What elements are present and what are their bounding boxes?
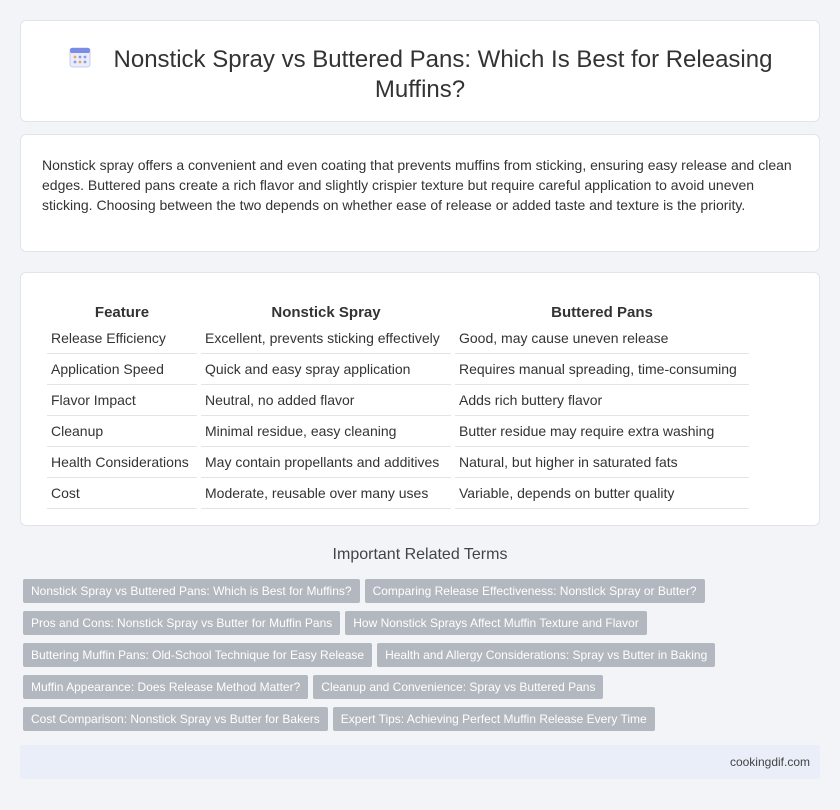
table-cell: Butter residue may require extra washing [455, 416, 749, 447]
table-row [47, 354, 749, 385]
tag-row [23, 707, 803, 739]
related-tag-link[interactable]: Cleanup and Convenience: Spray vs Buttered Pans [313, 675, 603, 699]
related-tag-link[interactable]: Health and Allergy Considerations: Spray vs Butter in Baking [377, 643, 715, 667]
table-row [47, 385, 749, 416]
header-feature: Feature [94, 304, 150, 321]
related-tag-link[interactable]: Muffin Appearance: Does Release Method Matter? [23, 675, 308, 699]
table-cell: Application Speed [47, 354, 197, 385]
comparison-table-card [20, 272, 820, 526]
table-cell: Moderate, reusable over many uses [201, 478, 451, 509]
footer-bar [20, 745, 820, 779]
table-cell: Adds rich buttery flavor [455, 385, 749, 416]
table-cell: Flavor Impact [47, 385, 197, 416]
table-row [47, 323, 749, 354]
title-card [20, 20, 820, 122]
intro-card [20, 134, 820, 252]
table-cell: Requires manual spreading, time-consuming [455, 354, 749, 385]
table-cell: Good, may cause uneven release [455, 323, 749, 354]
tag-row [23, 579, 803, 611]
related-tag-link[interactable]: How Nonstick Sprays Affect Muffin Texture and Flavor [345, 611, 646, 635]
table-cell: Cost [47, 478, 197, 509]
intro-paragraph: Nonstick spray offers a convenient and even coating that prevents muffins from sticking, ensuring easy release and clean edges. Buttered pans create a rich flavor and slightly crispier texture but require careful application to avoid uneven sticking. Choosing between the two depends on whether ease of release or added taste and texture is the priority. [42, 157, 792, 213]
related-terms-heading: Important Related Terms [332, 546, 508, 563]
table-cell: Quick and easy spray application [201, 354, 451, 385]
table-cell: May contain propellants and additives [201, 447, 451, 478]
table-cell: Variable, depends on butter quality [455, 478, 749, 509]
comparison-table [43, 297, 753, 509]
table-row [47, 416, 749, 447]
related-tag-link[interactable]: Expert Tips: Achieving Perfect Muffin Release Every Time [333, 707, 655, 731]
page-title: Nonstick Spray vs Buttered Pans: Which Is Best for Releasing Muffins? [113, 46, 773, 103]
table-row [47, 447, 749, 478]
related-tag-link[interactable]: Pros and Cons: Nonstick Spray vs Butter for Muffin Pans [23, 611, 340, 635]
related-tag-link[interactable]: Nonstick Spray vs Buttered Pans: Which is Best for Muffins? [23, 579, 360, 603]
related-tags [23, 579, 803, 739]
table-cell: Cleanup [47, 416, 197, 447]
tag-row [23, 611, 803, 643]
related-tag-link[interactable]: Buttering Muffin Pans: Old-School Technique for Easy Release [23, 643, 372, 667]
page-title-wrap [21, 45, 819, 105]
related-tag-link[interactable]: Comparing Release Effectiveness: Nonstick Spray or Butter? [365, 579, 705, 603]
table-row [47, 478, 749, 509]
table-cell: Minimal residue, easy cleaning [201, 416, 451, 447]
table-cell: Excellent, prevents sticking effectively [201, 323, 451, 354]
header-buttered-pans: Buttered Pans [551, 304, 653, 321]
related-tag-link[interactable]: Cost Comparison: Nonstick Spray vs Butter for Bakers [23, 707, 328, 731]
calendar-grid-icon [68, 45, 92, 69]
table-header-row [47, 297, 749, 323]
table-cell: Health Considerations [47, 447, 197, 478]
table-cell: Release Efficiency [47, 323, 197, 354]
tag-row [23, 643, 803, 675]
table-cell: Natural, but higher in saturated fats [455, 447, 749, 478]
header-nonstick-spray: Nonstick Spray [271, 304, 381, 321]
tag-row [23, 675, 803, 707]
table-cell: Neutral, no added flavor [201, 385, 451, 416]
footer-site-link[interactable]: cookingdif.com [729, 755, 810, 769]
